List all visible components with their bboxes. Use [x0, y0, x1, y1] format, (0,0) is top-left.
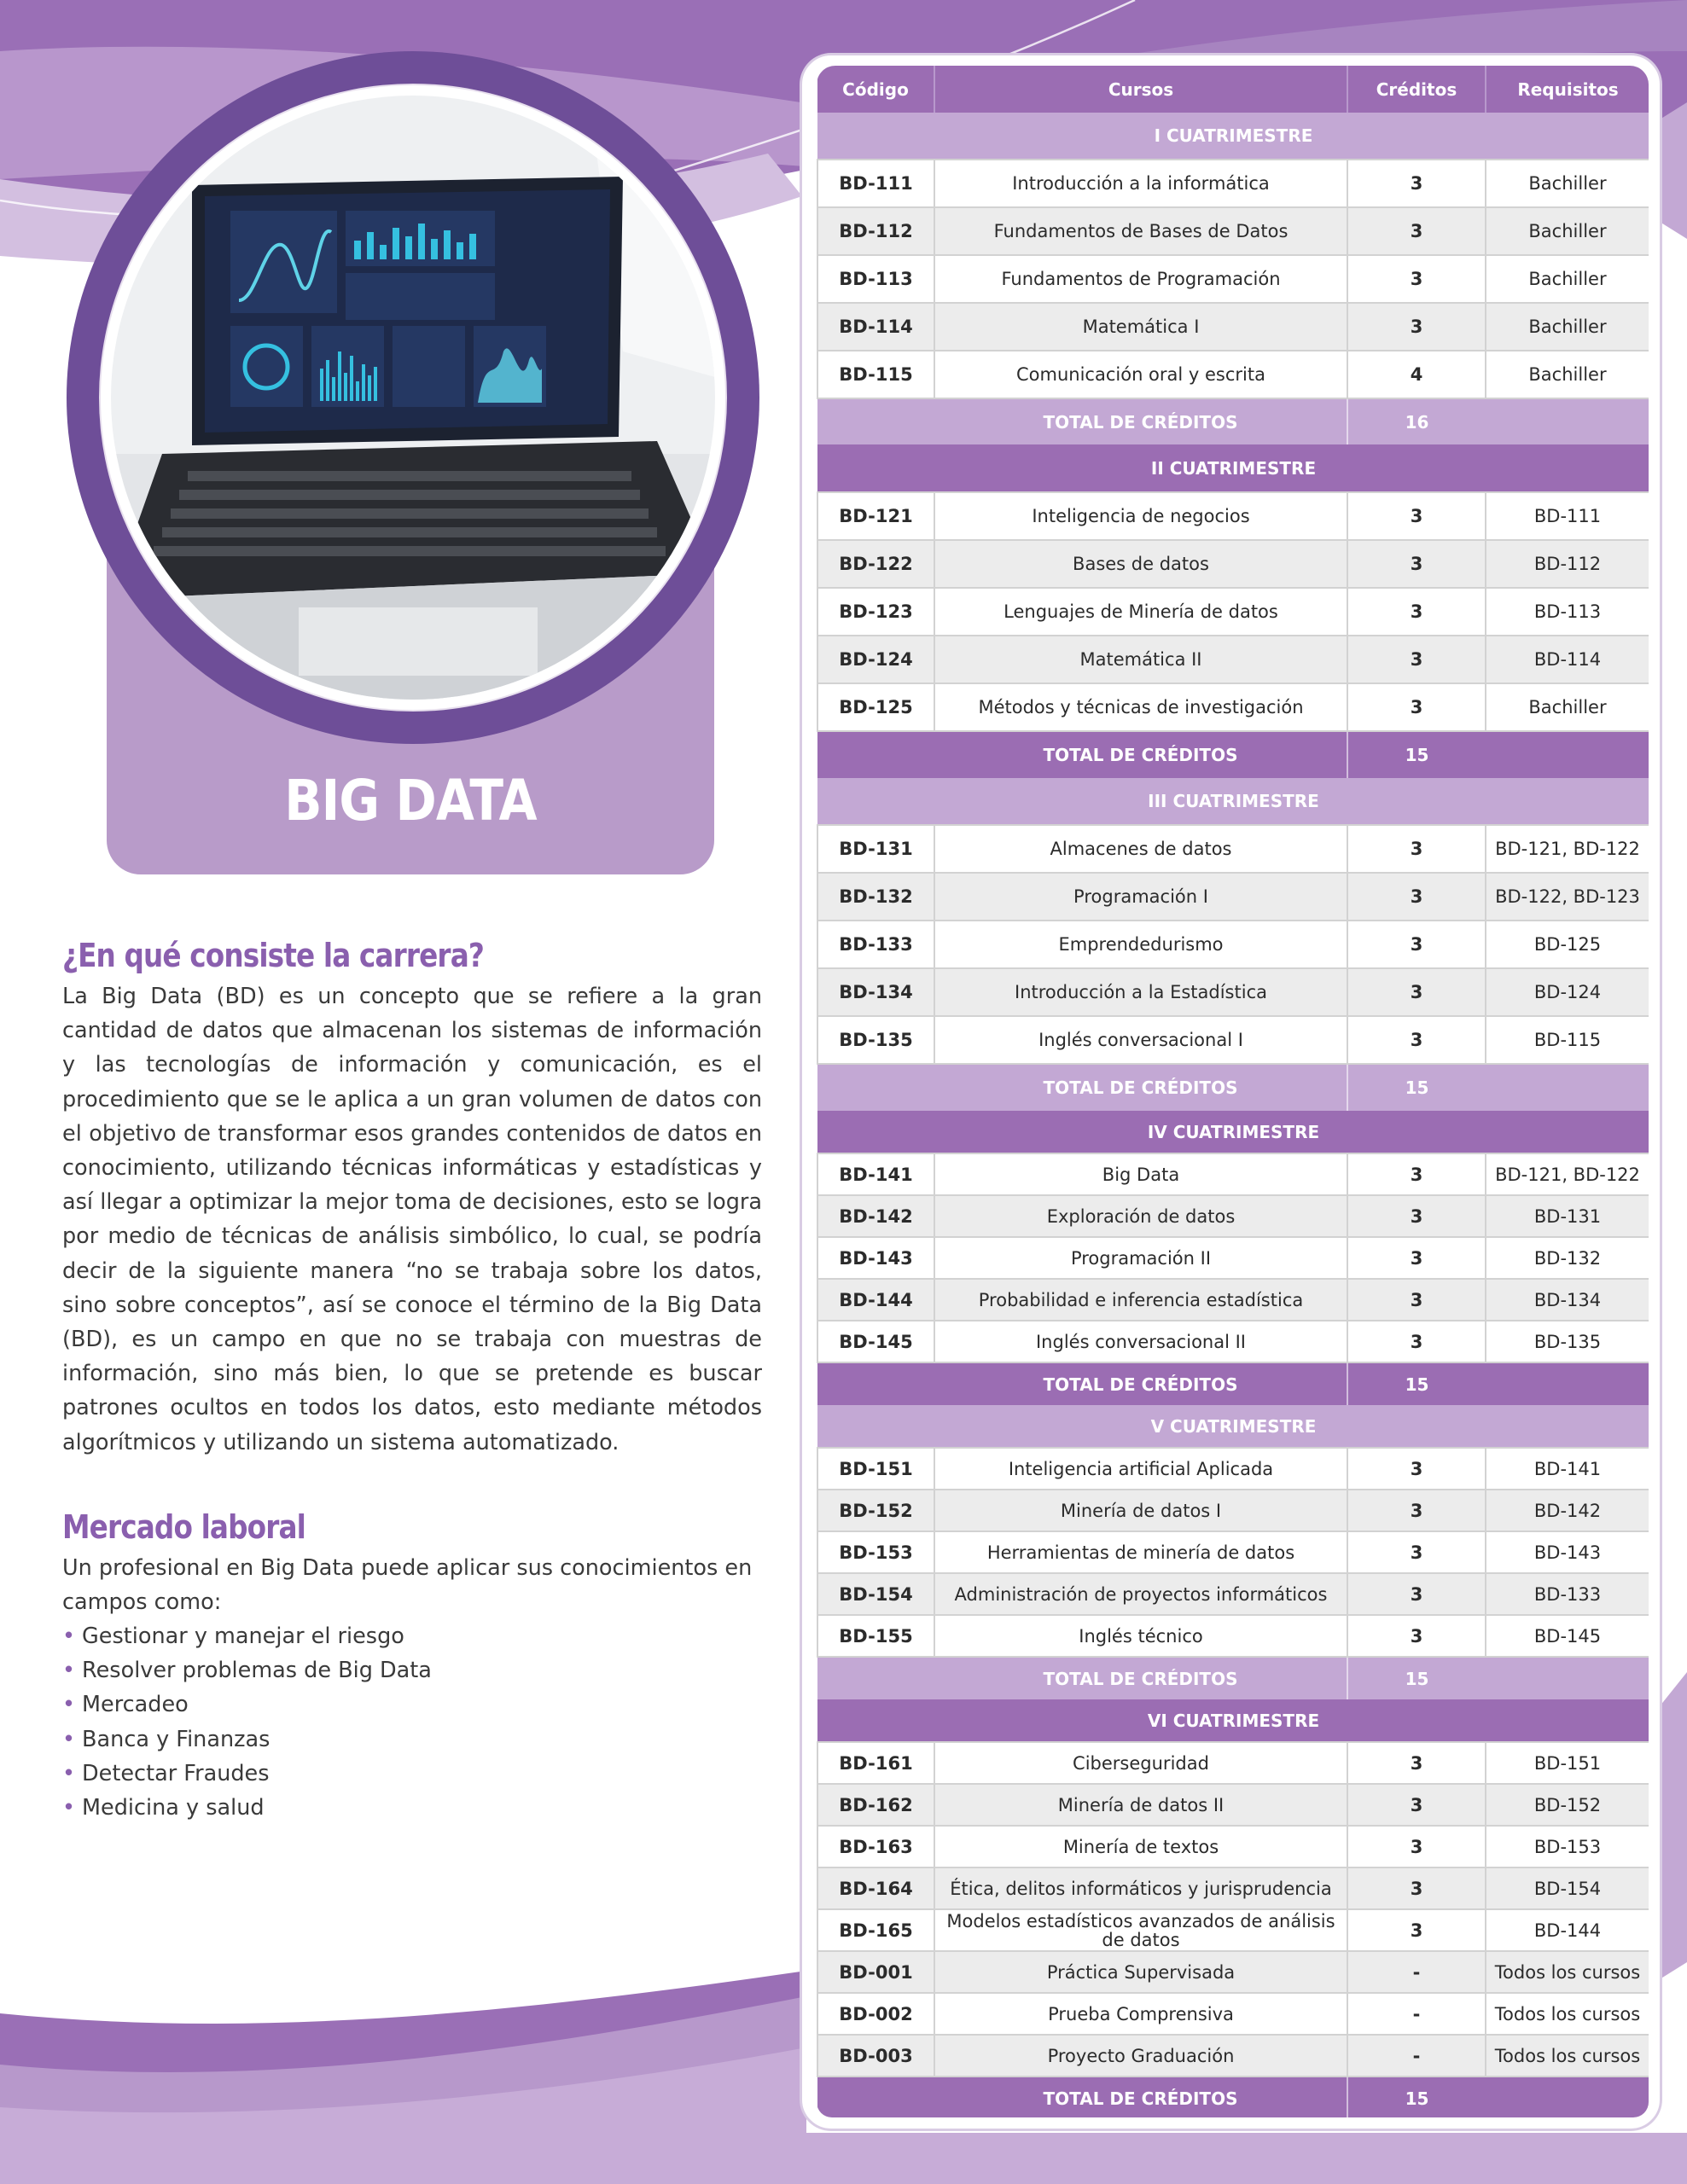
- course-name: Inteligencia artificial Aplicada: [934, 1448, 1347, 1490]
- course-requirements: BD-134: [1486, 1279, 1649, 1321]
- table-row: [817, 1279, 1649, 1321]
- course-requirements: BD-131: [1486, 1195, 1649, 1237]
- table-row: [817, 207, 1649, 255]
- semester-header-row: [817, 1405, 1649, 1448]
- total-row: [817, 2077, 1649, 2117]
- course-name: Ciberseguridad: [934, 1742, 1347, 1784]
- course-credits: 3: [1347, 255, 1486, 303]
- course-requirements: Bachiller: [1486, 351, 1649, 398]
- course-code: BD-144: [817, 1279, 934, 1321]
- course-credits: 3: [1347, 207, 1486, 255]
- course-name: Prueba Comprensiva: [934, 1993, 1347, 2035]
- list-item: • Gestionar y manejar el riesgo: [62, 1619, 762, 1653]
- course-credits: 3: [1347, 1195, 1486, 1237]
- course-code: BD-165: [817, 1909, 934, 1951]
- semester-name: III CUATRIMESTRE: [817, 778, 1649, 825]
- total-row: [817, 398, 1649, 444]
- semester-header-row: [817, 778, 1649, 825]
- course-credits: 3: [1347, 921, 1486, 968]
- course-credits: 3: [1347, 1153, 1486, 1195]
- course-credits: 3: [1347, 588, 1486, 636]
- course-requirements: BD-152: [1486, 1784, 1649, 1826]
- course-code: BD-141: [817, 1153, 934, 1195]
- total-spacer: [817, 1362, 934, 1405]
- table-row: [817, 1490, 1649, 1531]
- market-title: Mercado laboral: [62, 1508, 306, 1546]
- course-requirements: BD-143: [1486, 1531, 1649, 1573]
- course-credits: 3: [1347, 492, 1486, 540]
- course-code: BD-143: [817, 1237, 934, 1279]
- course-requirements: BD-144: [1486, 1909, 1649, 1951]
- course-name: Métodos y técnicas de investigación: [934, 683, 1347, 731]
- course-credits: 3: [1347, 540, 1486, 588]
- semester-header-row: [817, 444, 1649, 492]
- course-requirements: BD-115: [1486, 1016, 1649, 1064]
- course-requirements: Bachiller: [1486, 255, 1649, 303]
- total-label: TOTAL DE CRÉDITOS: [934, 1064, 1347, 1111]
- curriculum-body: [817, 113, 1649, 2117]
- course-name: Inglés conversacional II: [934, 1321, 1347, 1362]
- total-credits: 15: [1347, 2077, 1486, 2117]
- course-credits: 3: [1347, 1237, 1486, 1279]
- table-row: [817, 1016, 1649, 1064]
- course-code: BD-155: [817, 1615, 934, 1657]
- career-title: ¿En qué consiste la carrera?: [62, 937, 484, 974]
- semester-header-row: [817, 113, 1649, 160]
- course-name: Minería de datos II: [934, 1784, 1347, 1826]
- course-name: Big Data: [934, 1153, 1347, 1195]
- header-credits: Créditos: [1347, 66, 1486, 113]
- list-item: • Medicina y salud: [62, 1791, 762, 1825]
- semester-name: V CUATRIMESTRE: [817, 1405, 1649, 1448]
- total-row: [817, 1657, 1649, 1699]
- course-credits: 3: [1347, 1867, 1486, 1909]
- semester-name: I CUATRIMESTRE: [817, 113, 1649, 160]
- total-credits: 15: [1347, 1362, 1486, 1405]
- course-name: Minería de datos I: [934, 1490, 1347, 1531]
- course-code: BD-153: [817, 1531, 934, 1573]
- semester-name: II CUATRIMESTRE: [817, 444, 1649, 492]
- course-code: BD-162: [817, 1784, 934, 1826]
- course-code: BD-154: [817, 1573, 934, 1615]
- course-credits: 3: [1347, 1909, 1486, 1951]
- course-name: Emprendedurismo: [934, 921, 1347, 968]
- course-code: BD-132: [817, 873, 934, 921]
- course-requirements: Bachiller: [1486, 207, 1649, 255]
- table-header-row: [817, 66, 1649, 113]
- course-code: BD-145: [817, 1321, 934, 1362]
- table-row: [817, 160, 1649, 207]
- course-name: Fundamentos de Bases de Datos: [934, 207, 1347, 255]
- course-requirements: BD-132: [1486, 1237, 1649, 1279]
- course-code: BD-161: [817, 1742, 934, 1784]
- course-credits: 3: [1347, 1321, 1486, 1362]
- table-row: [817, 540, 1649, 588]
- total-credits: 15: [1347, 1657, 1486, 1699]
- course-requirements: Bachiller: [1486, 303, 1649, 351]
- course-requirements: Todos los cursos: [1486, 2035, 1649, 2077]
- total-label: TOTAL DE CRÉDITOS: [934, 1362, 1347, 1405]
- course-code: BD-152: [817, 1490, 934, 1531]
- course-requirements: Todos los cursos: [1486, 1951, 1649, 1993]
- laptop-photo: [101, 85, 725, 710]
- list-item: • Detectar Fraudes: [62, 1757, 762, 1791]
- course-credits: 3: [1347, 1826, 1486, 1867]
- total-row: [817, 1064, 1649, 1111]
- table-row: [817, 1237, 1649, 1279]
- course-code: BD-121: [817, 492, 934, 540]
- total-spacer: [1486, 2077, 1649, 2117]
- course-name: Modelos estadísticos avanzados de análisis de datos: [934, 1909, 1347, 1951]
- list-item: • Resolver problemas de Big Data: [62, 1653, 762, 1687]
- curriculum-table: [817, 66, 1649, 2117]
- total-spacer: [817, 1657, 934, 1699]
- course-credits: 3: [1347, 1448, 1486, 1490]
- course-requirements: BD-133: [1486, 1573, 1649, 1615]
- semester-name: IV CUATRIMESTRE: [817, 1111, 1649, 1153]
- total-spacer: [817, 398, 934, 444]
- total-label: TOTAL DE CRÉDITOS: [934, 2077, 1347, 2117]
- course-requirements: BD-112: [1486, 540, 1649, 588]
- course-requirements: Bachiller: [1486, 683, 1649, 731]
- course-code: BD-115: [817, 351, 934, 398]
- market-list: [62, 1619, 762, 1825]
- curriculum-table-wrap: [817, 66, 1649, 2117]
- table-row: [817, 2035, 1649, 2077]
- total-credits: 15: [1347, 1064, 1486, 1111]
- table-row: [817, 825, 1649, 873]
- table-row: [817, 921, 1649, 968]
- course-credits: -: [1347, 2035, 1486, 2077]
- course-credits: 3: [1347, 636, 1486, 683]
- course-code: BD-124: [817, 636, 934, 683]
- course-credits: 3: [1347, 873, 1486, 921]
- course-name: Introducción a la informática: [934, 160, 1347, 207]
- table-row: [817, 1448, 1649, 1490]
- course-code: BD-111: [817, 160, 934, 207]
- total-row: [817, 1362, 1649, 1405]
- course-credits: 3: [1347, 1016, 1486, 1064]
- course-credits: 3: [1347, 1615, 1486, 1657]
- table-row: [817, 1742, 1649, 1784]
- course-requirements: BD-142: [1486, 1490, 1649, 1531]
- course-requirements: BD-145: [1486, 1615, 1649, 1657]
- course-code: BD-122: [817, 540, 934, 588]
- course-name: Comunicación oral y escrita: [934, 351, 1347, 398]
- course-code: BD-001: [817, 1951, 934, 1993]
- total-credits: 16: [1347, 398, 1486, 444]
- table-row: [817, 492, 1649, 540]
- course-credits: 3: [1347, 160, 1486, 207]
- table-row: [817, 1951, 1649, 1993]
- course-code: BD-133: [817, 921, 934, 968]
- list-item: • Mercadeo: [62, 1687, 762, 1722]
- hero-title: BIG DATA: [284, 768, 537, 834]
- course-name: Lenguajes de Minería de datos: [934, 588, 1347, 636]
- table-row: [817, 683, 1649, 731]
- course-name: Matemática I: [934, 303, 1347, 351]
- course-code: BD-114: [817, 303, 934, 351]
- course-name: Inglés técnico: [934, 1615, 1347, 1657]
- course-code: BD-134: [817, 968, 934, 1016]
- course-name: Bases de datos: [934, 540, 1347, 588]
- course-requirements: BD-154: [1486, 1867, 1649, 1909]
- course-code: BD-125: [817, 683, 934, 731]
- header-requirements: Requisitos: [1486, 66, 1649, 113]
- course-name: Fundamentos de Programación: [934, 255, 1347, 303]
- course-credits: 4: [1347, 351, 1486, 398]
- course-credits: 3: [1347, 1784, 1486, 1826]
- total-spacer: [1486, 1362, 1649, 1405]
- table-row: [817, 1867, 1649, 1909]
- course-name: Matemática II: [934, 636, 1347, 683]
- table-row: [817, 1993, 1649, 2035]
- course-requirements: BD-111: [1486, 492, 1649, 540]
- course-requirements: BD-122, BD-123: [1486, 873, 1649, 921]
- semester-header-row: [817, 1111, 1649, 1153]
- table-row: [817, 873, 1649, 921]
- course-code: BD-151: [817, 1448, 934, 1490]
- course-requirements: BD-121, BD-122: [1486, 1153, 1649, 1195]
- list-item: • Banca y Finanzas: [62, 1722, 762, 1757]
- course-credits: -: [1347, 1951, 1486, 1993]
- table-row: [817, 1573, 1649, 1615]
- table-row: [817, 1195, 1649, 1237]
- semester-header-row: [817, 1699, 1649, 1742]
- career-description: La Big Data (BD) es un concepto que se refiere a la gran cantidad de datos que almacenan los sistemas de información y las tecnologías de información y comunicación, es el procedimiento que se le aplica a un gran volumen de datos con el objetivo de transformar esos grandes contenidos de datos en conocimiento, utilizando técnicas informáticas y estadísticas y así llegar a optimizar la mejor toma de decisiones, esto se logra por medio de técnicas de análisis simbólico, lo cual, se podría decir de la siguiente manera “no se trabaja sobre los datos, sino sobre conceptos”, así se conoce el término de la Big Data (BD), es un campo en que no se trabaja con muestras de información, sino más bien, lo que se pretende es buscar patrones ocultos en todos los datos, esto mediante métodos algorítmicos y utilizando un sistema automatizado.: [62, 984, 762, 1455]
- table-row: [817, 1909, 1649, 1951]
- course-name: Proyecto Graduación: [934, 2035, 1347, 2077]
- course-requirements: Bachiller: [1486, 160, 1649, 207]
- course-code: BD-003: [817, 2035, 934, 2077]
- table-row: [817, 1321, 1649, 1362]
- course-code: BD-113: [817, 255, 934, 303]
- table-row: [817, 1826, 1649, 1867]
- course-credits: 3: [1347, 1279, 1486, 1321]
- course-code: BD-131: [817, 825, 934, 873]
- course-credits: 3: [1347, 825, 1486, 873]
- course-name: Administración de proyectos informáticos: [934, 1573, 1347, 1615]
- table-row: [817, 636, 1649, 683]
- course-requirements: BD-135: [1486, 1321, 1649, 1362]
- course-name: Inteligencia de negocios: [934, 492, 1347, 540]
- course-code: BD-142: [817, 1195, 934, 1237]
- course-credits: 3: [1347, 968, 1486, 1016]
- course-credits: -: [1347, 1993, 1486, 2035]
- course-code: BD-002: [817, 1993, 934, 2035]
- course-requirements: BD-153: [1486, 1826, 1649, 1867]
- table-row: [817, 351, 1649, 398]
- table-row: [817, 1153, 1649, 1195]
- table-row: [817, 1784, 1649, 1826]
- course-requirements: BD-121, BD-122: [1486, 825, 1649, 873]
- course-name: Exploración de datos: [934, 1195, 1347, 1237]
- table-row: [817, 588, 1649, 636]
- total-spacer: [1486, 398, 1649, 444]
- course-credits: 3: [1347, 1490, 1486, 1531]
- total-spacer: [817, 2077, 934, 2117]
- total-label: TOTAL DE CRÉDITOS: [934, 398, 1347, 444]
- course-requirements: Todos los cursos: [1486, 1993, 1649, 2035]
- total-label: TOTAL DE CRÉDITOS: [934, 731, 1347, 778]
- course-credits: 3: [1347, 303, 1486, 351]
- total-spacer: [817, 1064, 934, 1111]
- course-name: Introducción a la Estadística: [934, 968, 1347, 1016]
- course-requirements: BD-125: [1486, 921, 1649, 968]
- header-code: Código: [817, 66, 934, 113]
- course-name: Programación II: [934, 1237, 1347, 1279]
- course-credits: 3: [1347, 1742, 1486, 1784]
- course-name: Probabilidad e inferencia estadística: [934, 1279, 1347, 1321]
- total-label: TOTAL DE CRÉDITOS: [934, 1657, 1347, 1699]
- table-row: [817, 303, 1649, 351]
- course-credits: 3: [1347, 683, 1486, 731]
- course-code: BD-123: [817, 588, 934, 636]
- table-row: [817, 255, 1649, 303]
- course-code: BD-164: [817, 1867, 934, 1909]
- course-name: Inglés conversacional I: [934, 1016, 1347, 1064]
- table-row: [817, 1615, 1649, 1657]
- course-code: BD-112: [817, 207, 934, 255]
- total-spacer: [1486, 1064, 1649, 1111]
- semester-name: VI CUATRIMESTRE: [817, 1699, 1649, 1742]
- course-credits: 3: [1347, 1531, 1486, 1573]
- total-spacer: [817, 731, 934, 778]
- course-name: Herramientas de minería de datos: [934, 1531, 1347, 1573]
- course-name: Almacenes de datos: [934, 825, 1347, 873]
- course-requirements: BD-114: [1486, 636, 1649, 683]
- course-code: BD-135: [817, 1016, 934, 1064]
- course-credits: 3: [1347, 1573, 1486, 1615]
- course-name: Ética, delitos informáticos y jurisprudencia: [934, 1867, 1347, 1909]
- total-row: [817, 731, 1649, 778]
- course-requirements: BD-141: [1486, 1448, 1649, 1490]
- market-intro: Un profesional en Big Data puede aplicar sus conocimientos en campos como:: [62, 1555, 753, 1616]
- total-credits: 15: [1347, 731, 1486, 778]
- course-name: Práctica Supervisada: [934, 1951, 1347, 1993]
- total-spacer: [1486, 731, 1649, 778]
- course-name: Programación I: [934, 873, 1347, 921]
- course-code: BD-163: [817, 1826, 934, 1867]
- course-name: Minería de textos: [934, 1826, 1347, 1867]
- table-row: [817, 968, 1649, 1016]
- course-requirements: BD-151: [1486, 1742, 1649, 1784]
- total-spacer: [1486, 1657, 1649, 1699]
- table-row: [817, 1531, 1649, 1573]
- header-courses: Cursos: [934, 66, 1347, 113]
- course-requirements: BD-124: [1486, 968, 1649, 1016]
- course-requirements: BD-113: [1486, 588, 1649, 636]
